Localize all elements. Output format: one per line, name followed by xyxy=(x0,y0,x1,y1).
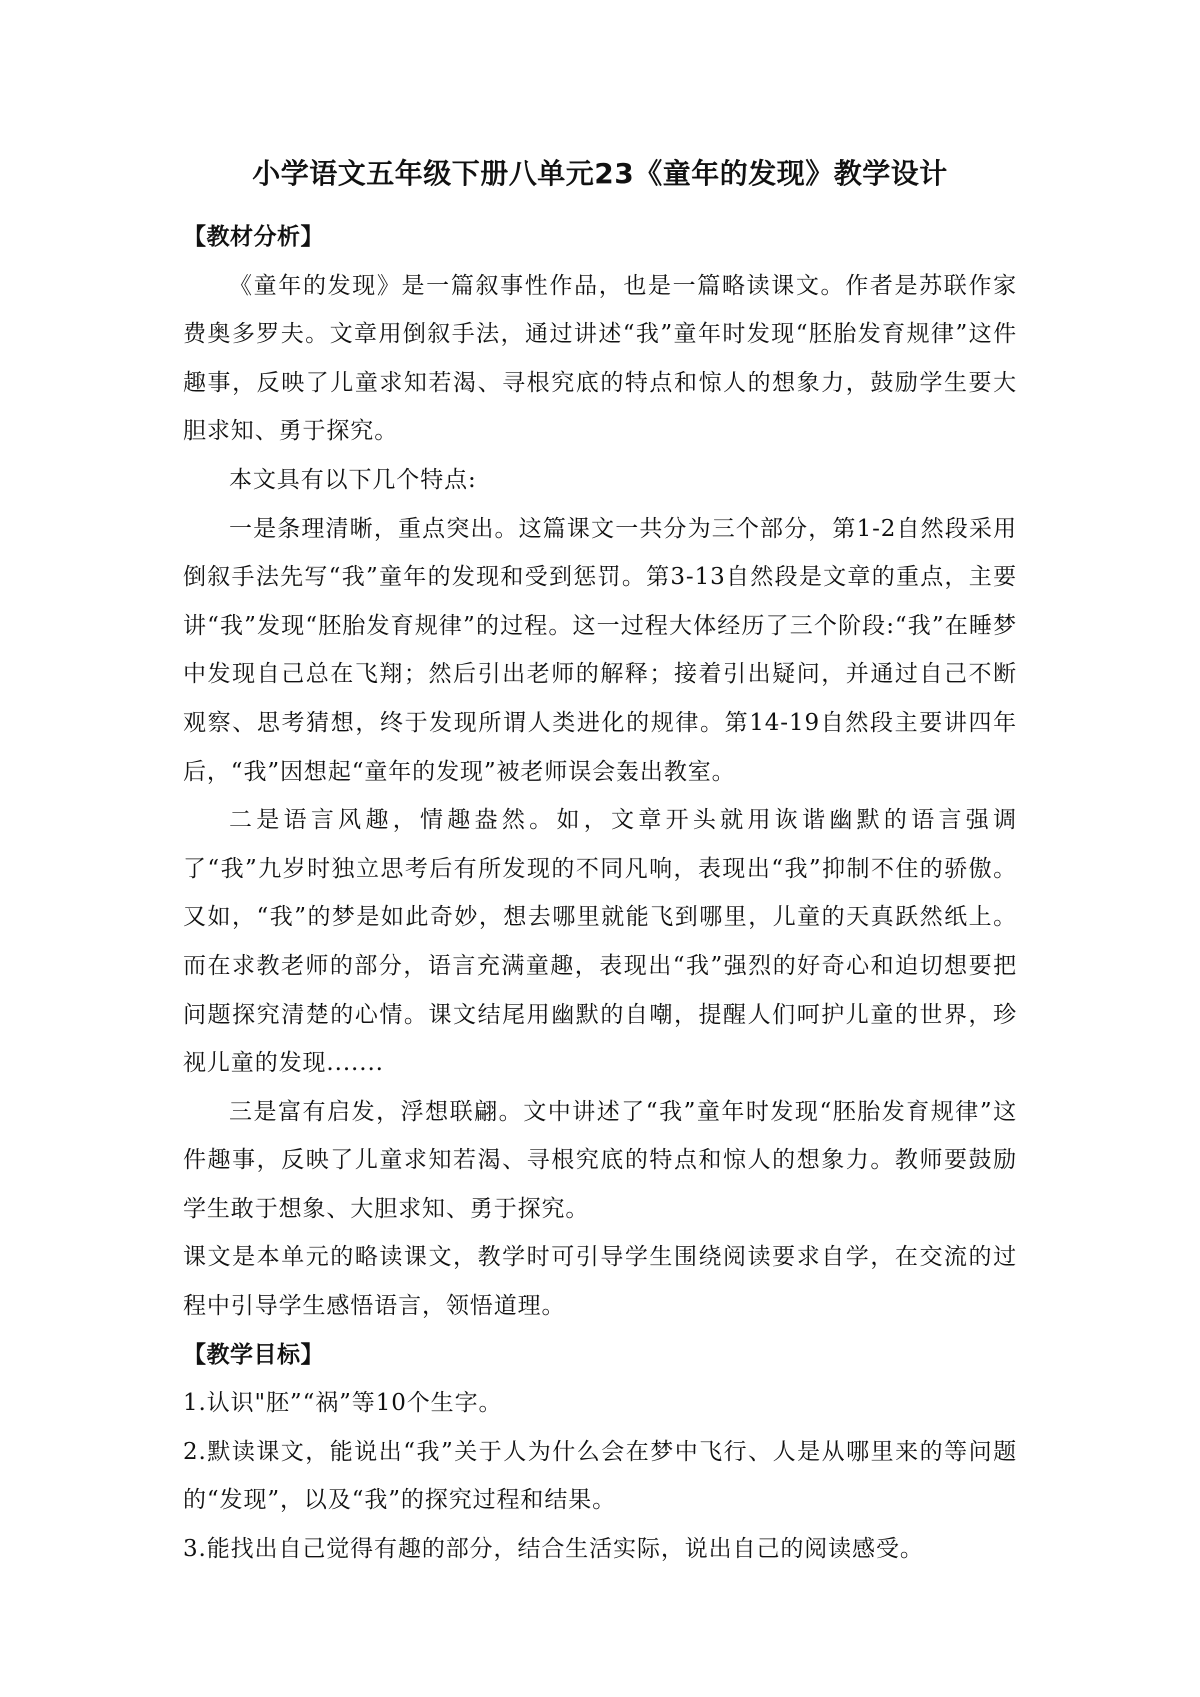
section-heading-teaching-goals: 【教学目标】 xyxy=(183,1341,324,1368)
goal-item-3: 3.能找出自己觉得有趣的部分，结合生活实际，说出自己的阅读感受。 xyxy=(183,1536,924,1563)
document-title: 小学语文五年级下册八单元23《童年的发现》教学设计 xyxy=(252,157,948,190)
paragraph-feature-three: 三是富有启发，浮想联翩。文中讲述了“我”童年时发现“胚胎发育规律”这件趣事，反映了儿童求知若渴、寻根究底的特点和惊人的想象力。教师要鼓励学生敢于想象、大胆求知、勇于探究。 xyxy=(183,1098,1017,1222)
paragraph-feature-one: 一是条理清晰，重点突出。这篇课文一共分为三个部分，第1-2自然段采用倒叙手法先写“我”童年的发现和受到惩罚。第3-13自然段是文章的重点，主要讲“我”发现“胚胎发育规律”的过程。这一过程大体经历了三个阶段:“我”在睡梦中发现自己总在飞翔；然后引出老师的解释；接着引出疑问，并通过自己不断观察、思考猜想，终于发现所谓人类进化的规律。第14-19自然段主要讲四年后，“我”因想起“童年的发现”被老师误会轰出教室。 xyxy=(183,515,1017,785)
paragraph-intro: 《童年的发现》是一篇叙事性作品，也是一篇略读课文。作者是苏联作家费奥多罗夫。文章用倒叙手法，通过讲述“我”童年时发现“胚胎发育规律”这件趣事，反映了儿童求知若渴、寻根究底的特点和惊人的想象力，鼓励学生要大胆求知、勇于探究。 xyxy=(183,272,1017,445)
paragraph-teaching-note: 课文是本单元的略读课文，教学时可引导学生围绕阅读要求自学，在交流的过程中引导学生感悟语言，领悟道理。 xyxy=(183,1244,1017,1320)
section-heading-material-analysis: 【教材分析】 xyxy=(183,224,324,250)
goal-item-1: 1.认识"胚”“祸”等10个生字。 xyxy=(183,1390,503,1417)
goal-item-2: 2.默读课文，能说出“我”关于人为什么会在梦中飞行、人是从哪里来的等问题的“发现”，以及“我”的探究过程和结果。 xyxy=(183,1438,1017,1514)
paragraph-features-lead: 本文具有以下几个特点: xyxy=(229,466,477,493)
paragraph-feature-two: 二是语言风趣，情趣盎然。如，文章开头就用诙谐幽默的语言强调了“我”九岁时独立思考后有所发现的不同凡响，表现出“我”抑制不住的骄傲。又如，“我”的梦是如此奇妙，想去哪里就能飞到哪里，儿童的天真跃然纸上。而在求教老师的部分，语言充满童趣，表现出“我”强烈的好奇心和迫切想要把问题探究清楚的心情。课文结尾用幽默的自嘲，提醒人们呵护儿童的世界，珍视儿童的发现....... xyxy=(183,807,1017,1077)
document-body xyxy=(183,213,1017,1574)
